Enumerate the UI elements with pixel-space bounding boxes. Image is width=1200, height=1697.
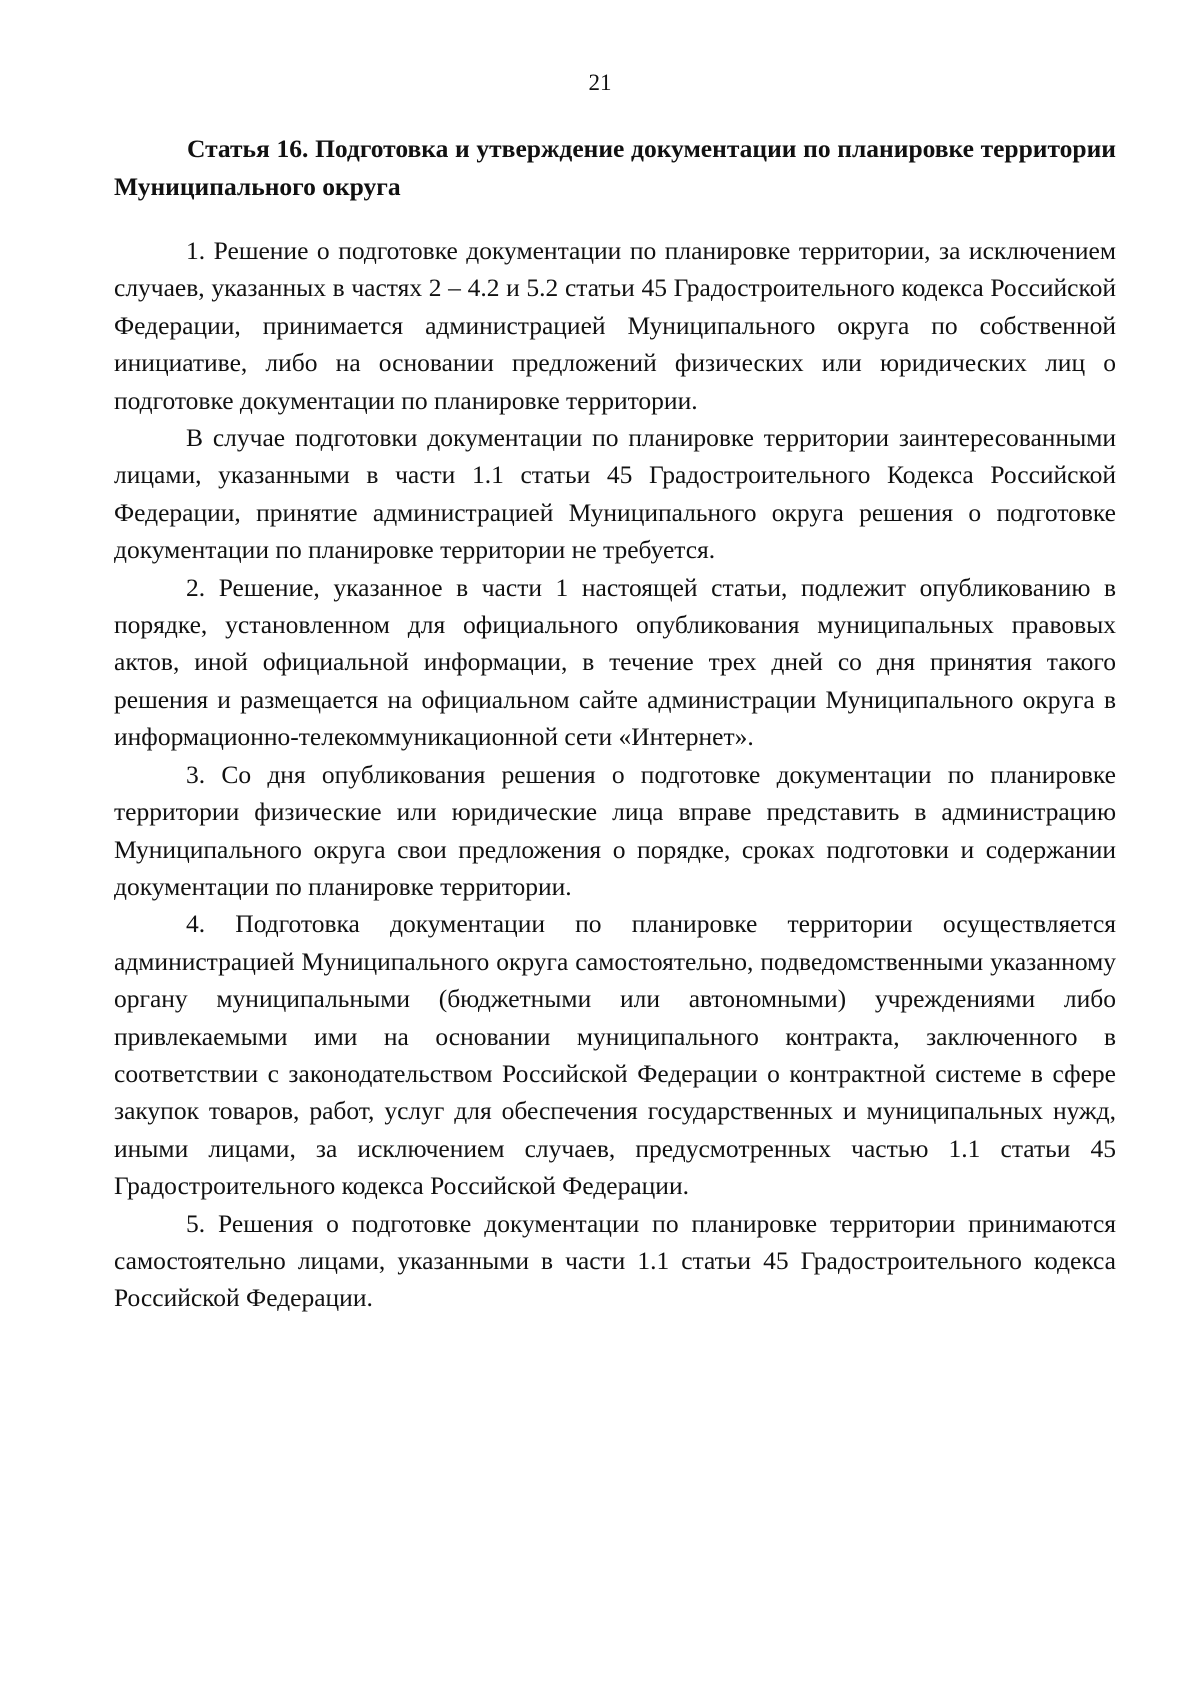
paragraph-4: 4. Подготовка документации по планировке территории осуществляется администрацией Муниципального округа самостоятельно, подведомственными указанному органу муниципальными (бюджетными или автономными) учреждениями либо привлекаемыми ими на основании муниципального контракта, заключенного в соответствии с законодательством Российской Федерации о контрактной системе в сфере закупок товаров, работ, услуг для обеспечения государственных и муниципальных нужд, иными лицами, за исключением случаев, предусмотренных частью 1.1 статьи 45 Градостроительного кодекса Российской Федерации. (114, 909, 1116, 1201)
page-number: 21 (588, 70, 612, 95)
paragraph-2: 2. Решение, указанное в части 1 настоящей статьи, подлежит опубликованию в порядке, установленном для официального опубликования муниципальных правовых актов, иной официальной информации, в течение трех дней со дня принятия такого решения и размещается на официальном сайте администрации Муниципального округа в информационно-телекоммуникационной сети «Интернет». (114, 572, 1116, 752)
paragraph-3: 3. Со дня опубликования решения о подготовке документации по планировке территории физические или юридические лица вправе представить в администрацию Муниципального округа свои предложения о порядке, сроках подготовки и содержании документации по планировке территории. (114, 759, 1116, 901)
paragraph-1-continuation: В случае подготовки документации по планировке территории заинтересованными лицами, указанными в части 1.1 статьи 45 Градостроительного Кодекса Российской Федерации, принятие администрацией Муниципального округа решения о подготовке документации по планировке территории не требуется. (114, 423, 1116, 565)
paragraph-5: 5. Решения о подготовке документации по планировке территории принимаются самостоятельно лицами, указанными в части 1.1 статьи 45 Градостроительного кодекса Российской Федерации. (114, 1208, 1116, 1313)
paragraph-1: 1. Решение о подготовке документации по планировке территории, за исключением случаев, указанных в частях 2 – 4.2 и 5.2 статьи 45 Градостроительного кодекса Российской Федерации, принимается администрацией Муниципального округа по собственной инициативе, либо на основании предложений физических или юридических лиц о подготовке документации по планировке территории. (114, 236, 1116, 415)
article-body (114, 130, 1116, 1317)
article-heading: Статья 16. Подготовка и утверждение документации по планировке территории Муниципального округа (114, 134, 1116, 201)
